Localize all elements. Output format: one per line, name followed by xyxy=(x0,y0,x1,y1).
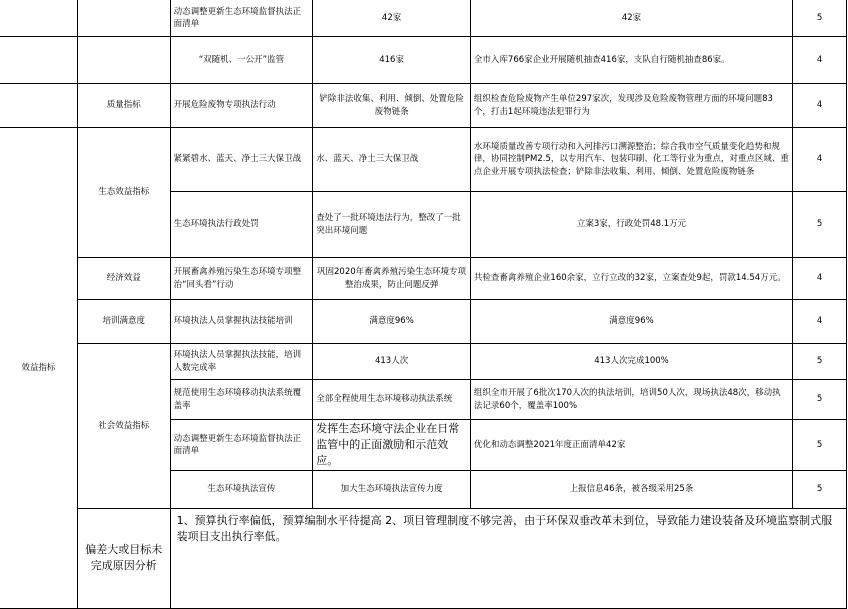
level2-cell: 培训满意度 xyxy=(77,300,170,344)
target-cell: 水、蓝天、净土三大保卫战 xyxy=(313,128,471,192)
level2-cell xyxy=(77,37,170,84)
target-cell: 加大生态环境执法宣传力度 xyxy=(313,470,471,508)
actual-cell: 满意度96% xyxy=(470,300,792,344)
score-cell: 4 xyxy=(793,258,847,300)
score-cell: 5 xyxy=(793,344,847,380)
table-row xyxy=(0,37,847,84)
score-cell: 4 xyxy=(793,37,847,84)
table-row xyxy=(0,344,847,380)
analysis-text: 1、预算执行率偏低，预算编制水平待提高 2、项目管理制度不够完善，由于环保双垂改革未到位，导致能力建设装备及环境监察制式服装项目支出执行率低。 xyxy=(170,508,846,608)
actual-cell: 组织全市开展了6批次170人次的执法培训，培训50人次，现场执法48次，移动执法记录60个，覆盖率100% xyxy=(470,380,792,420)
level1-cell xyxy=(0,0,77,37)
indicator-cell: 环境执法人员掌握执法技能，培训人数完成率 xyxy=(170,344,313,380)
level2-cell: 经济效益 xyxy=(77,258,170,300)
score-cell: 5 xyxy=(793,380,847,420)
table-row xyxy=(0,128,847,192)
actual-cell: 413人次完成100% xyxy=(470,344,792,380)
actual-cell: 全市入库766家企业开展随机抽查416家，支队自行随机抽查86家。 xyxy=(470,37,792,84)
indicator-cell: “双随机、一公开”监管 xyxy=(170,37,313,84)
analysis-row xyxy=(0,508,847,608)
target-cell: 413人次 xyxy=(313,344,471,380)
indicator-cell: 环境执法人员掌握执法技能培训 xyxy=(170,300,313,344)
indicator-cell: 规范使用生态环境移动执法系统覆盖率 xyxy=(170,380,313,420)
indicator-cell: 动态调整更新生态环境监督执法正面清单 xyxy=(170,0,313,37)
target-cell: 发挥生态环境守法企业在日常监管中的正面激励和示范效应。 xyxy=(313,420,471,471)
score-cell: 5 xyxy=(793,192,847,258)
score-cell: 5 xyxy=(793,420,847,471)
actual-cell: 共检查畜禽养殖企业160余家，立行立改的32家，立案查处9起，罚款14.54万元。 xyxy=(470,258,792,300)
actual-cell: 优化和动态调整2021年度正面清单42家 xyxy=(470,420,792,471)
level2-cell: 生态效益指标 xyxy=(77,128,170,258)
actual-cell: 立案3家，行政处罚48.1万元 xyxy=(470,192,792,258)
indicator-cell: 紧紧碧水、蓝天、净土三大保卫战 xyxy=(170,128,313,192)
score-cell: 4 xyxy=(793,300,847,344)
actual-cell: 水环境质量改善专项行动和入河排污口溯源整治；综合我市空气质量变化趋势和规律，协同控制PM2.5，以专用汽车、包装印刷、化工等行业为重点，对重点区域、重点企业开展专项执法检查；铲除非法收集、利用、倾倒、处置危险废物链条 xyxy=(470,128,792,192)
table-row xyxy=(0,258,847,300)
target-cell: 全部全程使用生态环境移动执法系统 xyxy=(313,380,471,420)
target-cell: 查处了一批环境违法行为，整改了一批突出环境问题 xyxy=(313,192,471,258)
indicator-cell: 开展畜禽养殖污染生态环境专项整治“回头看”行动 xyxy=(170,258,313,300)
target-cell: 满意度96% xyxy=(313,300,471,344)
score-cell: 4 xyxy=(793,84,847,128)
table-row xyxy=(0,84,847,128)
score-cell: 5 xyxy=(793,470,847,508)
target-cell: 巩固2020年畜禽养殖污染生态环境专项整治成果，防止问题反弹 xyxy=(313,258,471,300)
score-cell: 5 xyxy=(793,0,847,37)
indicator-cell: 动态调整更新生态环境监督执法正面清单 xyxy=(170,420,313,471)
actual-cell: 42家 xyxy=(470,0,792,37)
actual-cell: 组织检查危险废物产生单位297家次，发现涉及危险废物管理方面的环境问题83个，打击1起环境违法犯罪行为 xyxy=(470,84,792,128)
score-cell: 4 xyxy=(793,128,847,192)
level1-cell xyxy=(0,84,77,128)
target-cell: 铲除非法收集、利用、倾倒、处置危险废物链条 xyxy=(313,84,471,128)
level1-cell xyxy=(0,37,77,84)
indicator-cell: 生态环境执法宣传 xyxy=(170,470,313,508)
actual-cell: 上报信息46条，被各级采用25条 xyxy=(470,470,792,508)
target-cell: 42家 xyxy=(313,0,471,37)
level2-cell xyxy=(77,0,170,37)
level2-cell: 质量指标 xyxy=(77,84,170,128)
indicator-cell: 开展危险废物专项执法行动 xyxy=(170,84,313,128)
level1-cell: 效益指标 xyxy=(0,128,77,609)
target-cell: 416家 xyxy=(313,37,471,84)
table-row xyxy=(0,300,847,344)
analysis-label: 偏差大或目标未完成原因分析 xyxy=(77,508,170,608)
indicator-cell: 生态环境执法行政处罚 xyxy=(170,192,313,258)
table-row xyxy=(0,0,847,37)
level2-cell: 社会效益指标 xyxy=(77,344,170,509)
